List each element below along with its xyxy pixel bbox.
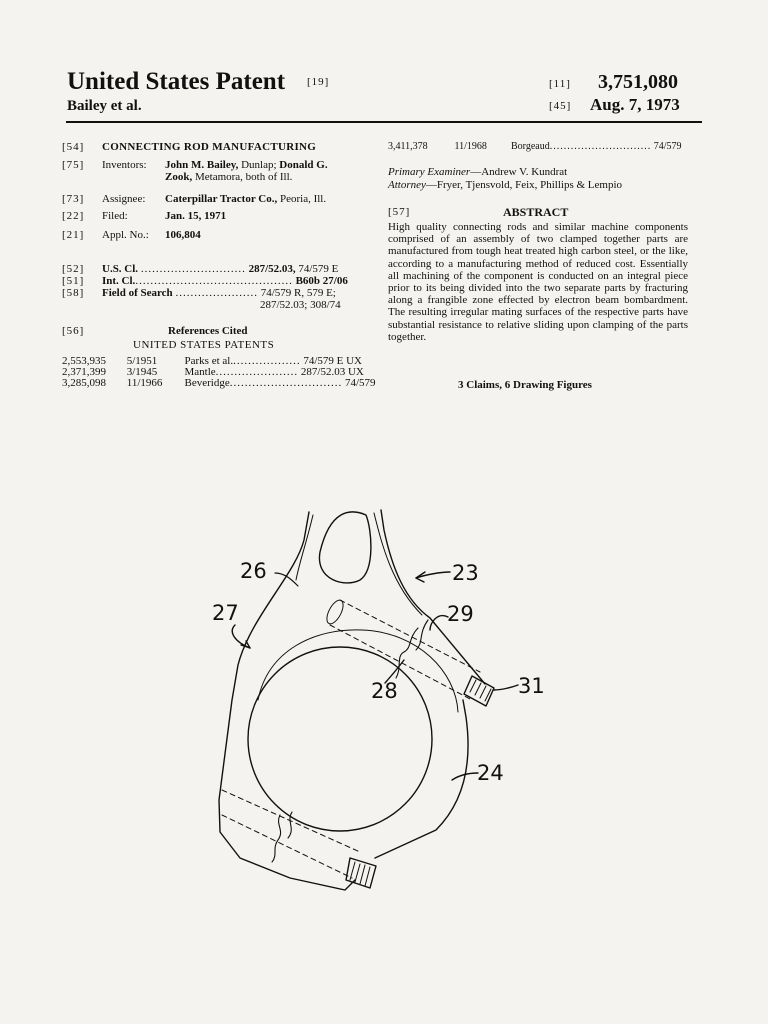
patent-date: Aug. 7, 1973: [590, 95, 680, 114]
code-54: [54]: [62, 141, 85, 153]
code-45: [45]: [549, 100, 572, 112]
references-subheading: UNITED STATES PATENTS: [133, 339, 275, 351]
inventor-2b: Zook,: [165, 171, 193, 183]
appl-number: 106,804: [165, 229, 201, 241]
primary-examiner-label: Primary Examiner: [388, 166, 471, 178]
shank-slot: [319, 512, 370, 583]
ref-class: 287/52.03 UX: [300, 366, 364, 378]
code-51: [51]: [62, 275, 85, 287]
ref-class: 74/579 E UX: [303, 355, 362, 367]
ref-date: 3/1945: [126, 366, 158, 378]
bore-surround: [258, 630, 458, 712]
inventor-2: Donald G.: [279, 159, 328, 171]
lower-bolt-head: [346, 858, 376, 888]
label-26: 26: [240, 559, 267, 583]
abstract-heading: ABSTRACT: [503, 205, 569, 219]
code-58: [58]: [62, 287, 85, 299]
label-24: 24: [477, 761, 504, 785]
search-line1: 74/579 R, 579 E;: [260, 287, 336, 299]
inventor-short: Bailey et al.: [67, 98, 142, 114]
code-22: [22]: [62, 210, 85, 222]
inventor-1-place: Dunlap;: [241, 159, 277, 171]
ref-number: 2,371,399: [62, 366, 106, 378]
ref-dots: ..................: [233, 355, 301, 367]
patent-number: 3,751,080: [598, 71, 678, 93]
filed-label: Filed:: [102, 210, 128, 222]
appl-label: Appl. No.:: [102, 229, 149, 241]
label-29: 29: [447, 602, 474, 626]
label-31: 31: [518, 674, 545, 698]
ref-name: Beveridge: [184, 377, 230, 389]
inventors-label: Inventors:: [102, 159, 147, 171]
search-line2: 287/52.03; 308/74: [260, 299, 341, 311]
claims-line: 3 Claims, 6 Drawing Figures: [458, 379, 592, 391]
us-class-rest: 74/579 E: [298, 263, 339, 275]
int-class-value: B60b 27/06: [295, 275, 348, 287]
attorney-label: Attorney: [388, 179, 426, 191]
code-52: [52]: [62, 263, 85, 275]
ref-class: 74/579: [344, 377, 376, 389]
int-class-label: Int. Cl.: [102, 275, 136, 287]
ref-dots: ..............................: [229, 377, 343, 389]
references-heading: References Cited: [168, 325, 248, 337]
label-23: 23: [452, 561, 479, 585]
leader-31: [494, 685, 518, 690]
lower-bolt-hole-top: [222, 790, 360, 852]
filed-date: Jan. 15, 1971: [165, 210, 227, 222]
fracture-line-lower: [272, 815, 281, 862]
code-21: [21]: [62, 229, 85, 241]
assignee-name: Caterpillar Tractor Co.,: [165, 193, 278, 205]
code-75: [75]: [62, 159, 85, 171]
primary-examiner-name: —Andrew V. Kundrat: [470, 166, 568, 178]
ref-date: 11/1966: [126, 377, 163, 389]
ref-name: Borgeaud: [511, 141, 550, 152]
label-28: 28: [371, 679, 398, 703]
ref-name: Mantle: [184, 366, 216, 378]
assignee-place: Peoria, Ill.: [279, 193, 327, 205]
ref-dots: ......................: [215, 366, 299, 378]
upper-bolt-hole-end: [324, 598, 347, 627]
search-dots: ......................: [175, 287, 258, 299]
upper-bolt-hole-bottom: [330, 625, 472, 700]
us-class-dots: ............................: [140, 263, 246, 275]
lower-bolt-hole-bottom: [222, 815, 352, 878]
shank-inner-left: [296, 515, 313, 580]
code-57: [57]: [388, 206, 411, 218]
code-73: [73]: [62, 193, 85, 205]
fracture-line-upper: [396, 628, 418, 678]
us-class-main: 287/52.03,: [248, 263, 296, 275]
us-class-label: U.S. Cl.: [102, 263, 139, 275]
patent-title: United States Patent: [67, 68, 286, 95]
code-56: [56]: [62, 325, 85, 337]
abstract-text: High quality connecting rods and similar machine components comprised of an assembly of two clamped together parts are manufactured from tough heat treated high carbon steel, or the like, according to a manufacturing method of reduced cost. Essentially all machining of the component is conducted on an integral piece prior to its being divided into the two separate parts by fracturing along a frangible zone effected by electron beam bombardment. The resulting irregular mating surfaces of the respective parts have substantial resistance to relative sliding upon clamping of the parts together.: [388, 221, 688, 343]
shank-inner-right: [374, 513, 422, 615]
ref-date: 11/1968: [454, 141, 487, 152]
search-label: Field of Search: [102, 287, 173, 299]
int-class-dots: ..........................................: [135, 275, 293, 287]
code-11: [11]: [549, 78, 571, 90]
code-19: [19]: [307, 76, 330, 88]
rod-outer-outline-right: [381, 510, 485, 684]
ref-date: 5/1951: [126, 355, 158, 367]
ref-name: Parks et al.: [184, 355, 234, 367]
ref-number: 2,553,935: [62, 355, 106, 367]
assignee-label: Assignee:: [102, 193, 146, 205]
upper-bolt-head: [464, 676, 494, 706]
fracture-line-upper-2: [416, 620, 428, 650]
attorney-name: —Fryer, Tjensvold, Feix, Phillips & Lempio: [425, 179, 623, 191]
inventor-2-place: Metamora, both of Ill.: [194, 171, 293, 183]
bore-circle: [248, 647, 432, 831]
ref-dots: .............................: [549, 141, 652, 152]
ref-number: 3,411,378: [388, 141, 428, 152]
ref-class: 74/579: [653, 141, 682, 152]
ref-number: 3,285,098: [62, 377, 106, 389]
invention-title: CONNECTING ROD MANUFACTURING: [102, 141, 317, 153]
inventor-1: John M. Bailey,: [165, 159, 239, 171]
label-27: 27: [212, 601, 239, 625]
